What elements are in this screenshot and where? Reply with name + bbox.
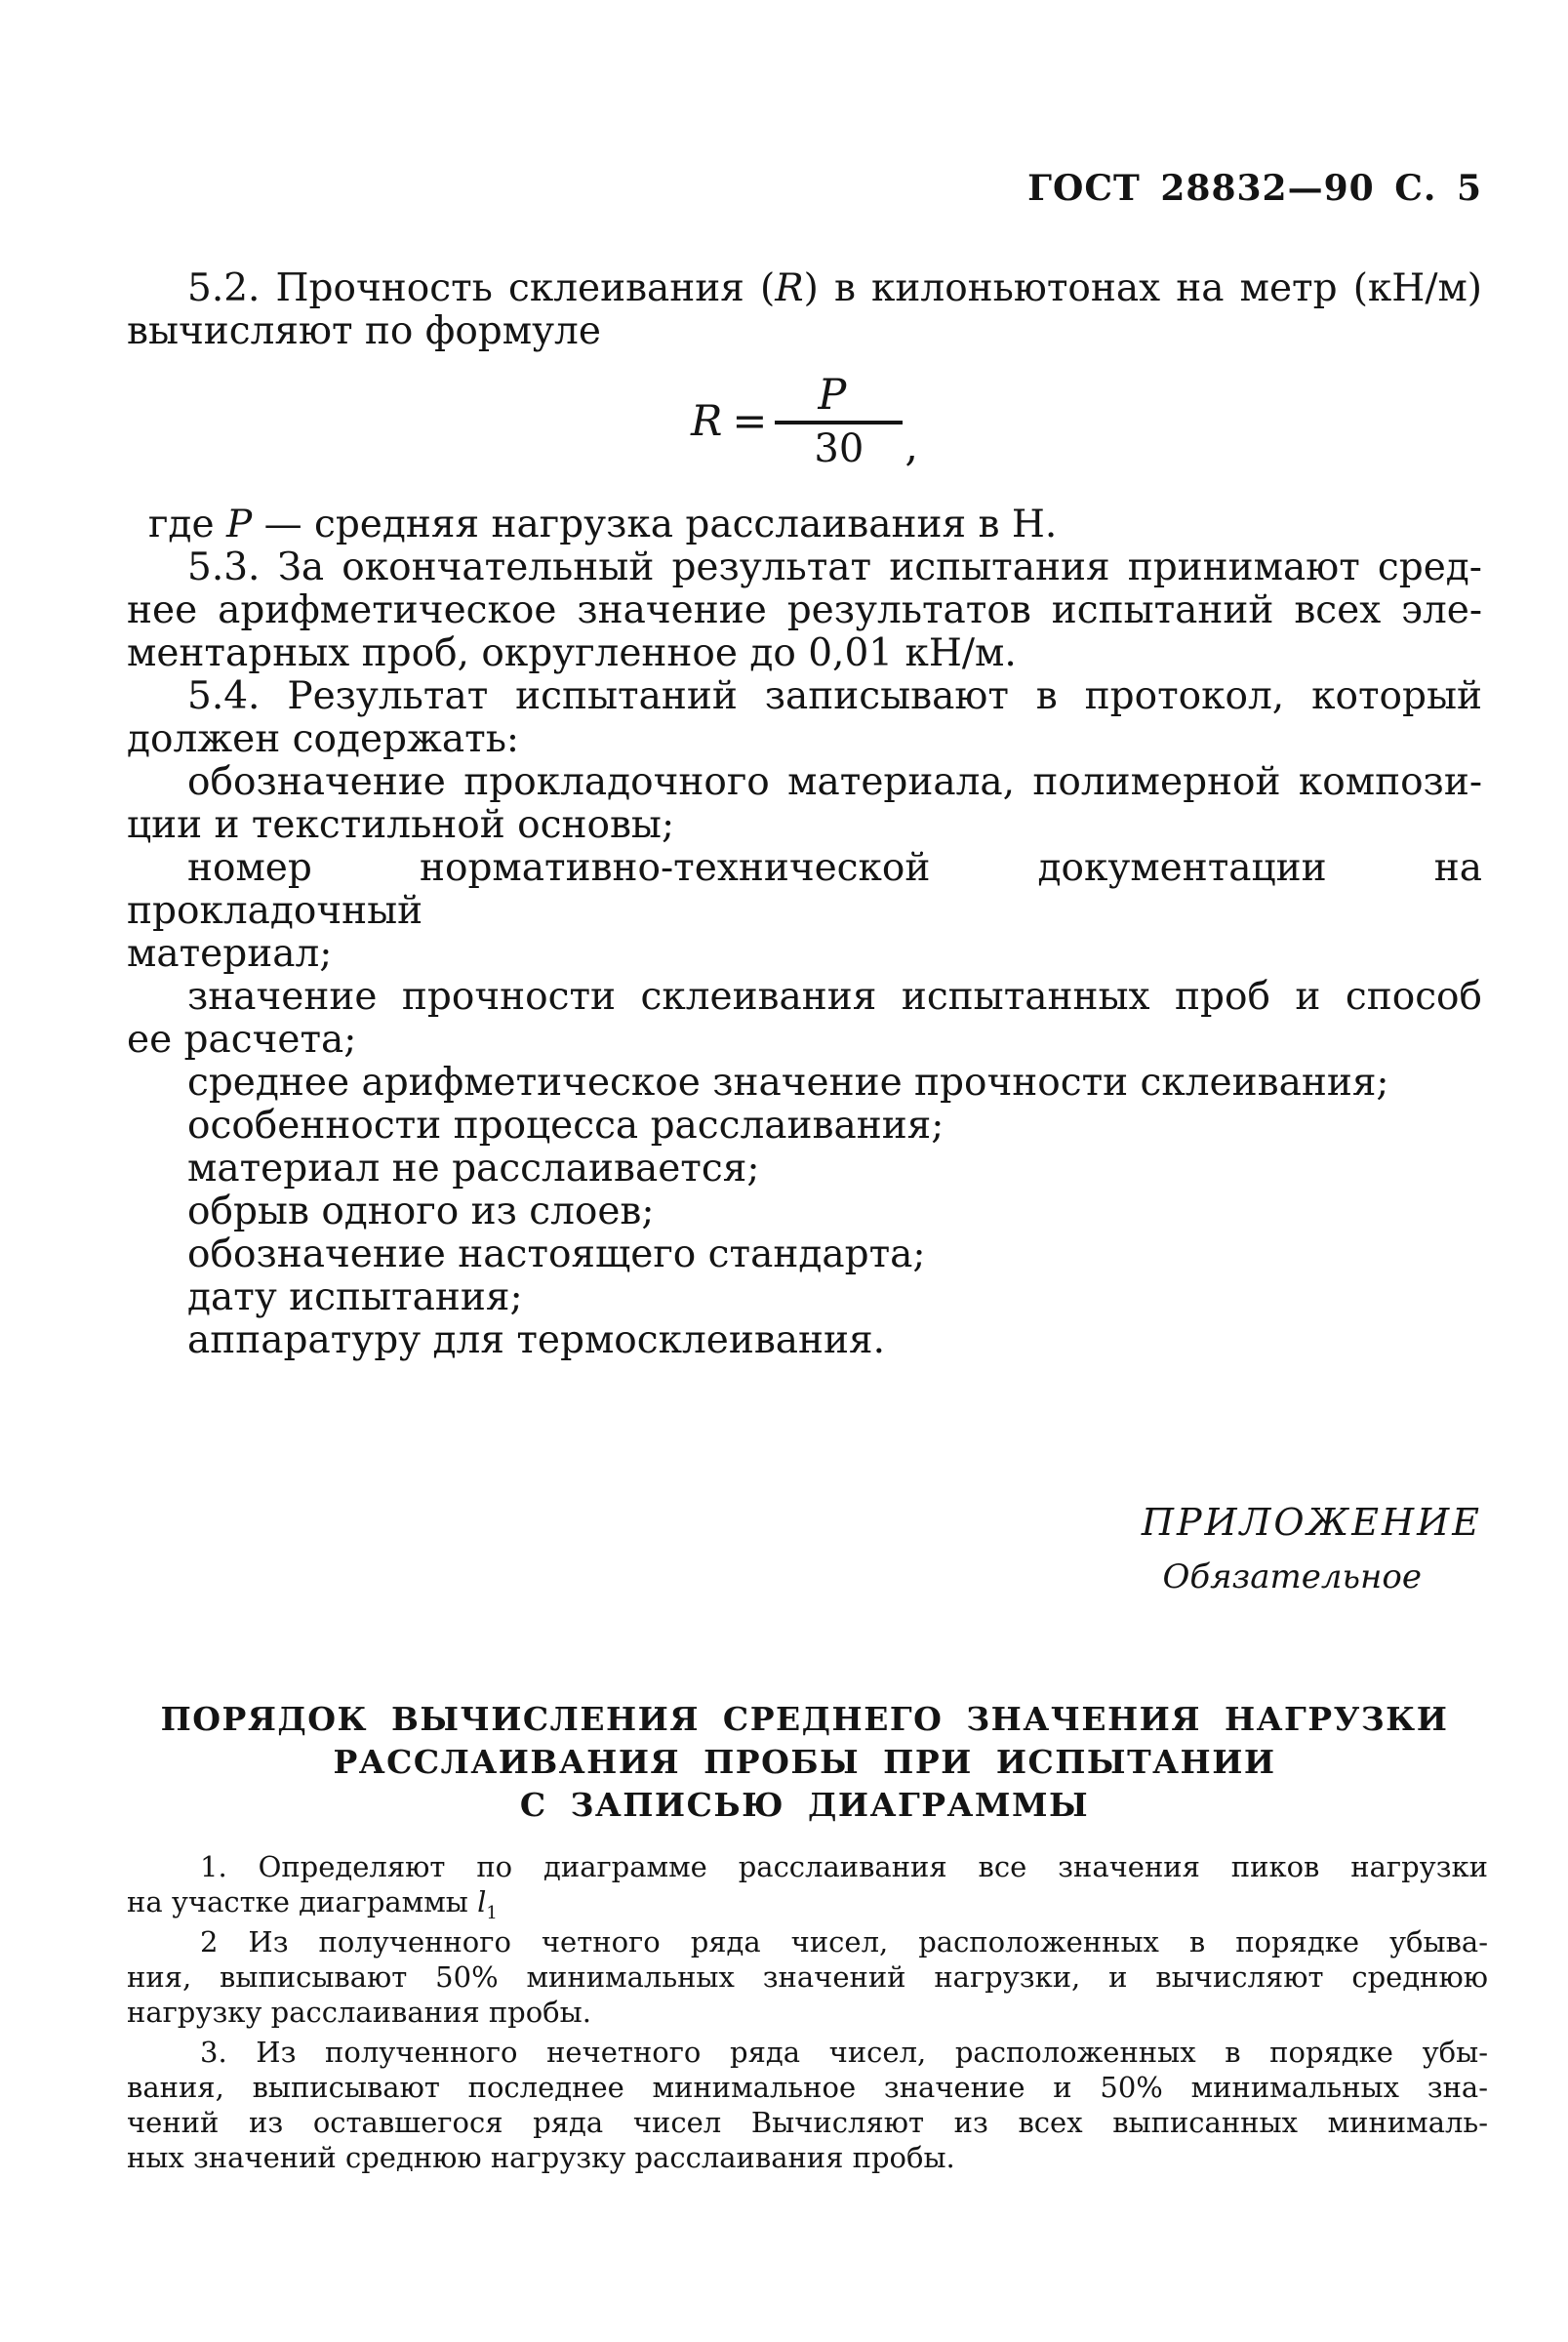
fraction	[775, 371, 903, 471]
text-line: материал;	[127, 932, 333, 976]
clause-5-3	[127, 546, 1482, 675]
standard-reference: ГОСТ 28832—90 С. 5	[1027, 168, 1482, 209]
subscript-1: 1	[486, 1902, 498, 1923]
text-line: особенности процесса расслаивания;	[187, 1104, 945, 1148]
annex-para-1-line-2	[127, 1884, 1488, 1923]
variable-l: l	[477, 1885, 487, 1918]
text-line: среднее арифметическое значение прочности склеивания;	[187, 1061, 1389, 1105]
annex-kind: Обязательное	[1162, 1556, 1422, 1596]
fraction-denominator: 30	[814, 426, 864, 471]
text-line: РАССЛАИВАНИЯ ПРОБЫ ПРИ ИСПЫТАНИИ	[333, 1743, 1276, 1781]
annex-para-1-line-1: 1. Определяют по диаграмме расслаивания все значения пиков нагрузки	[200, 1850, 1488, 1883]
formula	[127, 353, 1482, 504]
text-line: ее расчета;	[127, 1018, 357, 1062]
fraction-numerator: P	[775, 375, 903, 424]
formula-lhs: R	[690, 397, 723, 446]
where-clause-line	[127, 504, 1482, 546]
annex-para-1-text: на участке диаграммы	[127, 1885, 478, 1918]
text-line: 2 Из полученного четного ряда чисел, расположенных в порядке убыва-	[200, 1925, 1488, 1958]
text-line: дату испытания;	[187, 1275, 523, 1319]
clause-5-2-text-b: ) в килоньютонах на метр (кН/м)	[803, 266, 1483, 310]
main-text	[127, 267, 1482, 1362]
text-line: ния, выписывают 50% минимальных значений нагрузки, и вычисляют среднюю	[127, 1960, 1488, 1994]
annex-para-3	[127, 2035, 1488, 2175]
text-line: вания, выписывают последнее минимальное значение и 50% минимальных зна-	[127, 2071, 1488, 2104]
clause-5-4	[127, 675, 1482, 1362]
text-line: 5.3. За окончательный результат испытания принимают сред-	[187, 545, 1482, 589]
text-line: ных значений среднюю нагрузку расслаивания пробы.	[127, 2141, 955, 2174]
annex-label	[1142, 1503, 1482, 1595]
annex-para-2	[127, 1924, 1488, 2030]
text-line: ментарных проб, округленное до 0,01 кН/м.	[127, 631, 1017, 675]
text-line: С ЗАПИСЬЮ ДИАГРАММЫ	[519, 1786, 1090, 1824]
clause-5-2-text-a: 5.2. Прочность склеивания (	[187, 266, 776, 310]
text-line: обрыв одного из слоев;	[187, 1190, 655, 1233]
text-line: номер нормативно-технической документации на прокладочный	[127, 846, 1482, 933]
text-line: нее арифметическое значение результатов испытаний всех эле-	[127, 588, 1482, 632]
text-line: 3. Из полученного нечетного ряда чисел, расположенных в порядке убы-	[200, 2036, 1488, 2069]
text-line: нагрузку расслаивания пробы.	[127, 1996, 591, 2029]
text-line: обозначение прокладочного материала, полимерной компози-	[187, 760, 1482, 804]
variable-R: R	[775, 266, 804, 310]
text-line: аппаратуру для термосклеивания.	[187, 1318, 886, 1362]
text-line: материал не расслаивается;	[187, 1147, 760, 1191]
annex-title: ПРИЛОЖЕНИЕ	[1141, 1501, 1482, 1544]
where-text-b: — средняя нагрузка расслаивания в Н.	[252, 503, 1058, 546]
text-line: ПОРЯДОК ВЫЧИСЛЕНИЯ СРЕДНЕГО ЗНАЧЕНИЯ НАГРУЗКИ	[160, 1700, 1449, 1738]
text-line: должен содержать:	[127, 717, 520, 761]
formula-comma: ,	[905, 423, 919, 471]
annex-heading	[127, 1698, 1482, 1827]
where-text-a: где	[148, 503, 226, 546]
annex-body	[127, 1849, 1488, 2175]
clause-5-2-line-1	[127, 267, 1482, 310]
text-line: 5.4. Результат испытаний записывают в протокол, который	[187, 674, 1482, 718]
text-line: ции и текстильной основы;	[127, 803, 675, 847]
text-line: чений из оставшегося ряда чисел Вычисляют из всех выписанных минималь-	[127, 2106, 1488, 2139]
variable-P: Р	[225, 503, 253, 546]
clause-5-2-line-2: вычисляют по формуле	[127, 309, 601, 353]
equals-sign: =	[732, 397, 766, 446]
text-line: обозначение настоящего стандарта;	[187, 1232, 926, 1276]
text-line: значение прочности склеивания испытанных проб и способ	[187, 975, 1482, 1019]
